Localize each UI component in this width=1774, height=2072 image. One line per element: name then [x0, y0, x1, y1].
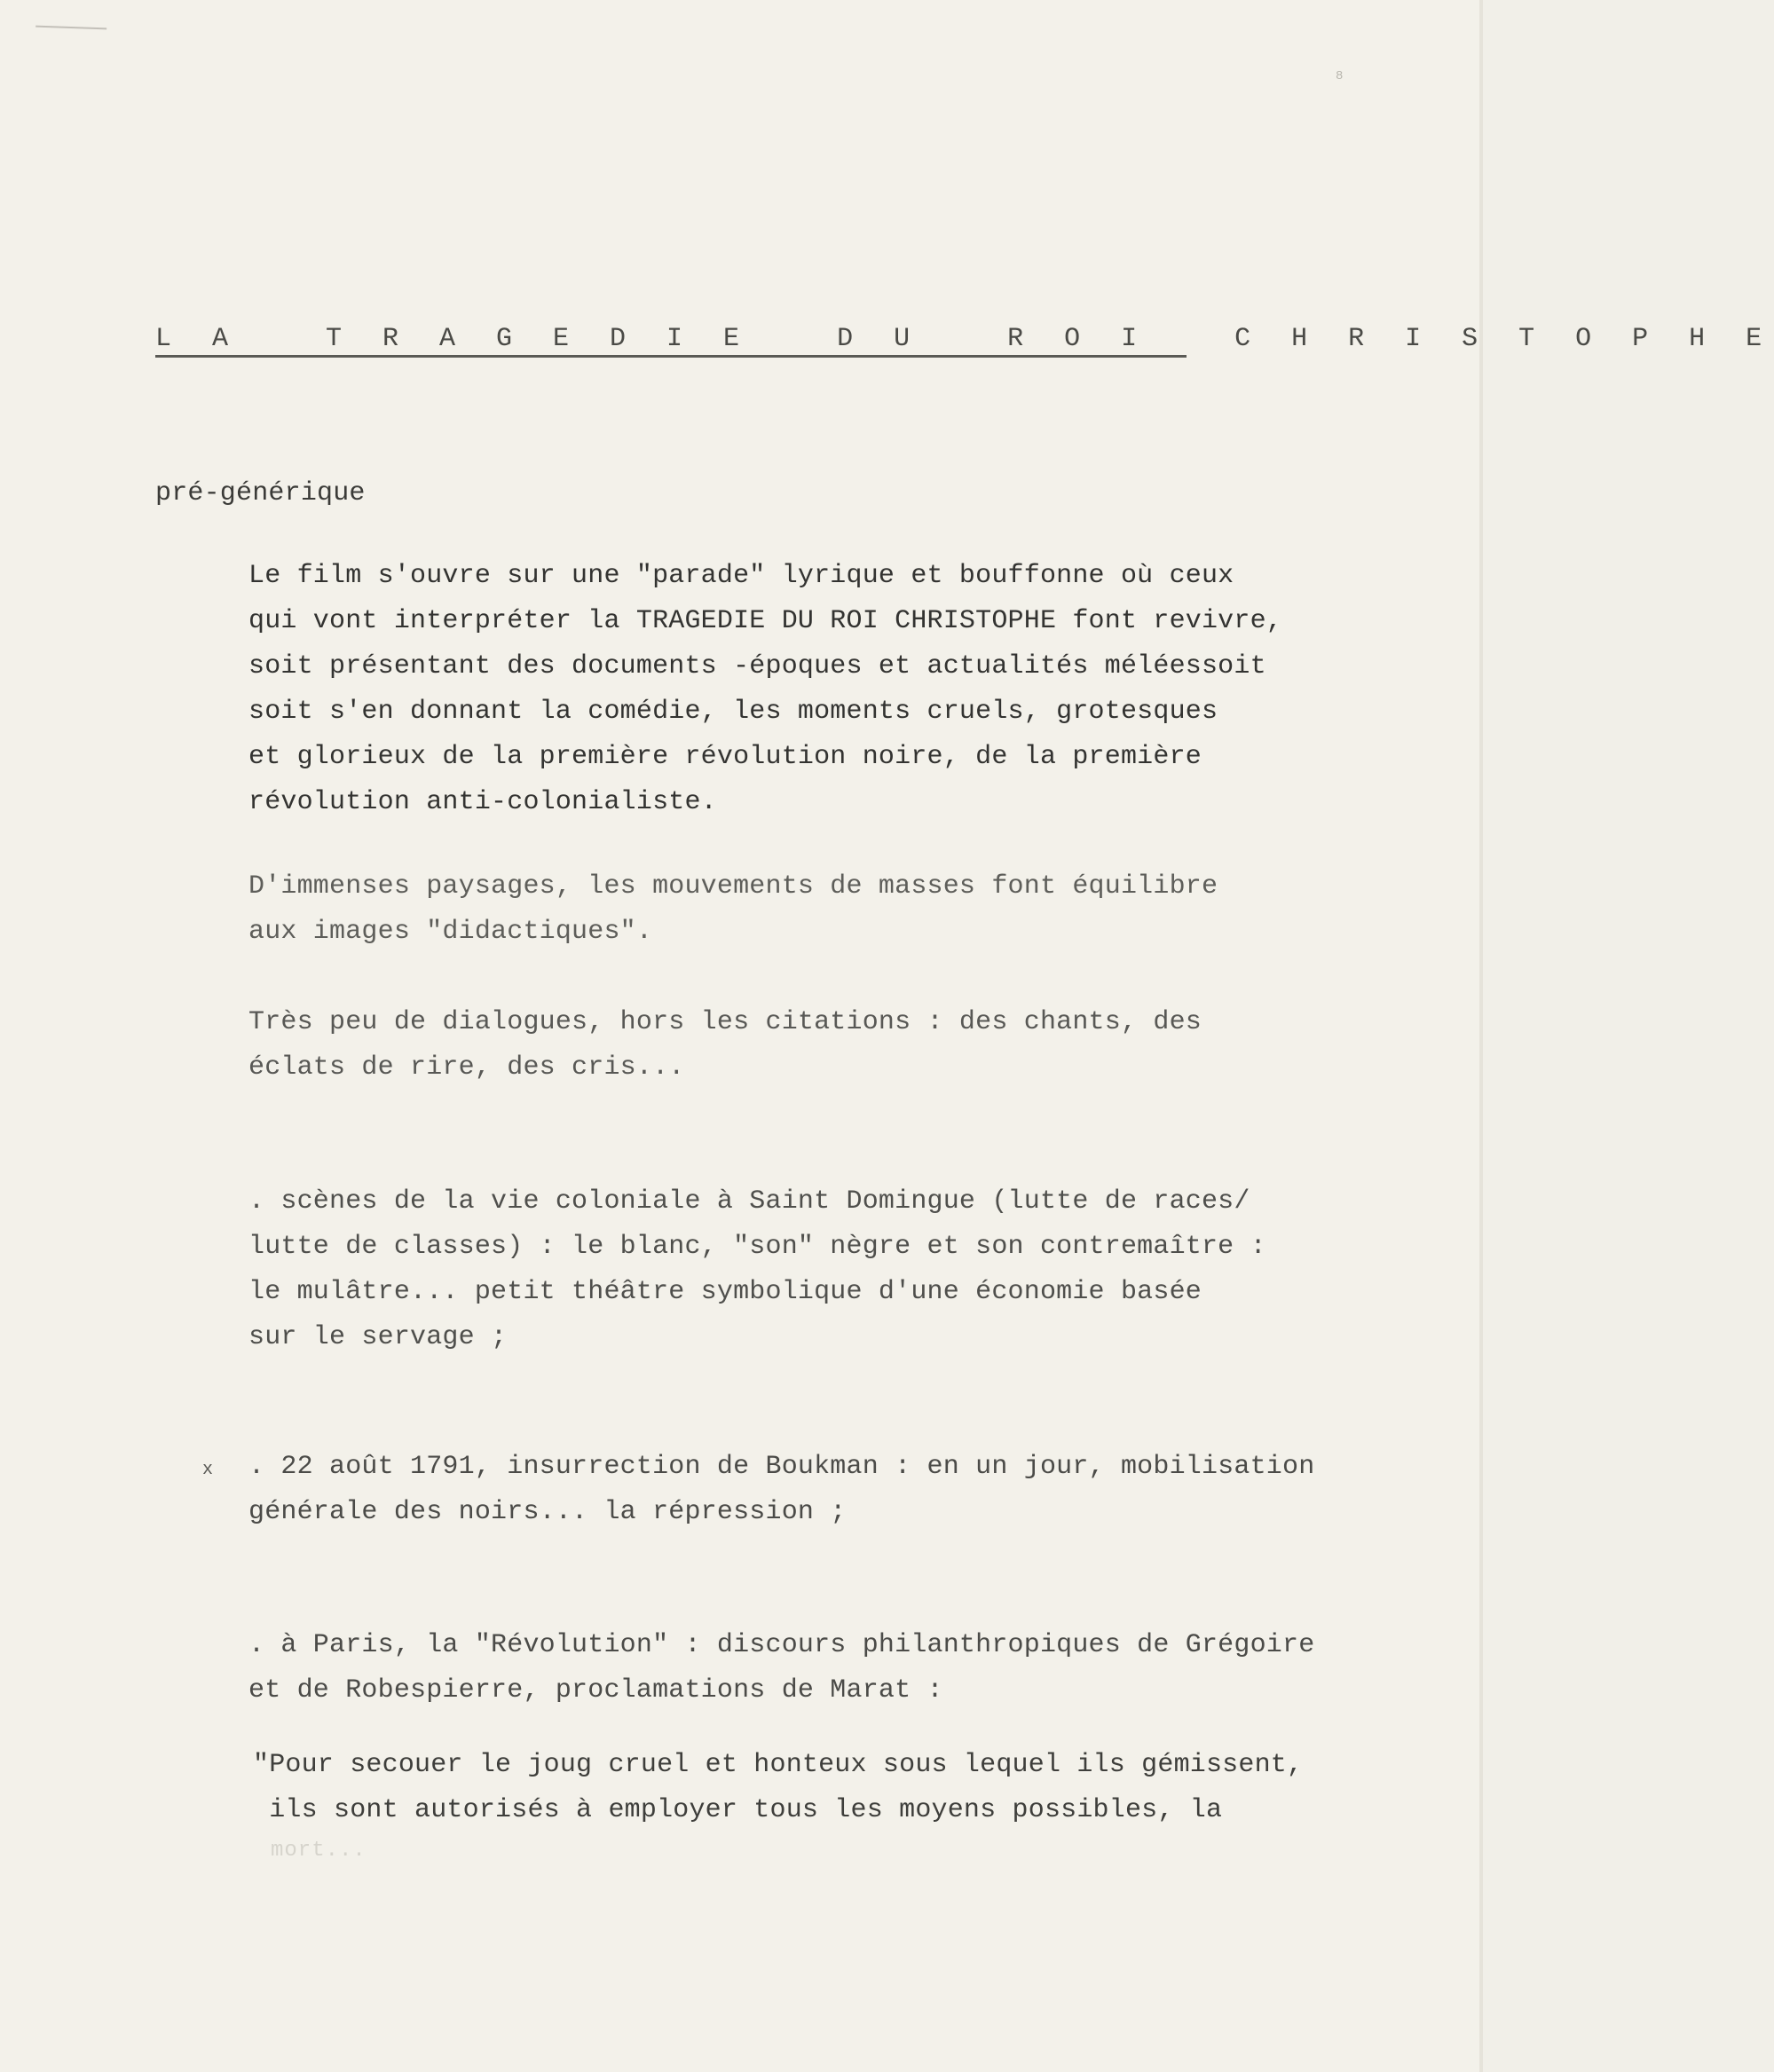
paragraph-insurrection: . 22 août 1791, insurrection de Boukman : en un jour, mobilisation générale des noirs... la répression ; — [248, 1452, 1315, 1527]
page-number-mark: 8 — [1336, 69, 1344, 83]
margin-x-mark: x — [202, 1460, 214, 1480]
paragraph-intro: Le film s'ouvre sur une "parade" lyrique et bouffonne où ceux qui vont interpréter la TRAGEDIE DU ROI CHRISTOPHE font revivre, soit présentant des documents -époques et actualités méléessoit soit s'en donnant la comédie, les moments cruels, grotesques et glorieux de la première révolution noire, de la première révolution anti-colonialiste. — [248, 561, 1282, 817]
document-title: L A T R A G E D I E D U R O I C H R I S T O P H E — [155, 324, 1774, 354]
paragraph-landscapes: D'immenses paysages, les mouvements de masses font équilibre aux images "didactiques". — [248, 871, 1218, 947]
corner-pencil-mark — [35, 26, 106, 39]
title-underline — [155, 355, 1187, 358]
paragraph-dialogues: Très peu de dialogues, hors les citations : des chants, des éclats de rire, des cris... — [248, 1007, 1202, 1083]
section-heading: pré-générique — [155, 478, 366, 508]
faded-carryover-text: mort... — [271, 1839, 367, 1863]
paragraph-paris-revolution: . à Paris, la "Révolution" : discours philanthropiques de Grégoire et de Robespierre, proclamations de Marat : — [248, 1630, 1315, 1706]
paragraph-colonial-life: . scènes de la vie coloniale à Saint Domingue (lutte de races/ lutte de classes) : le blanc, "son" nègre et son contremaître : le mulâtre... petit théâtre symbolique d'une économie basée sur le servage ; — [248, 1186, 1266, 1352]
paragraph-quotation: "Pour secouer le joug cruel et honteux sous lequel ils gémissent, ils sont autorisés à employer tous les moyens possibles, la — [253, 1750, 1304, 1825]
